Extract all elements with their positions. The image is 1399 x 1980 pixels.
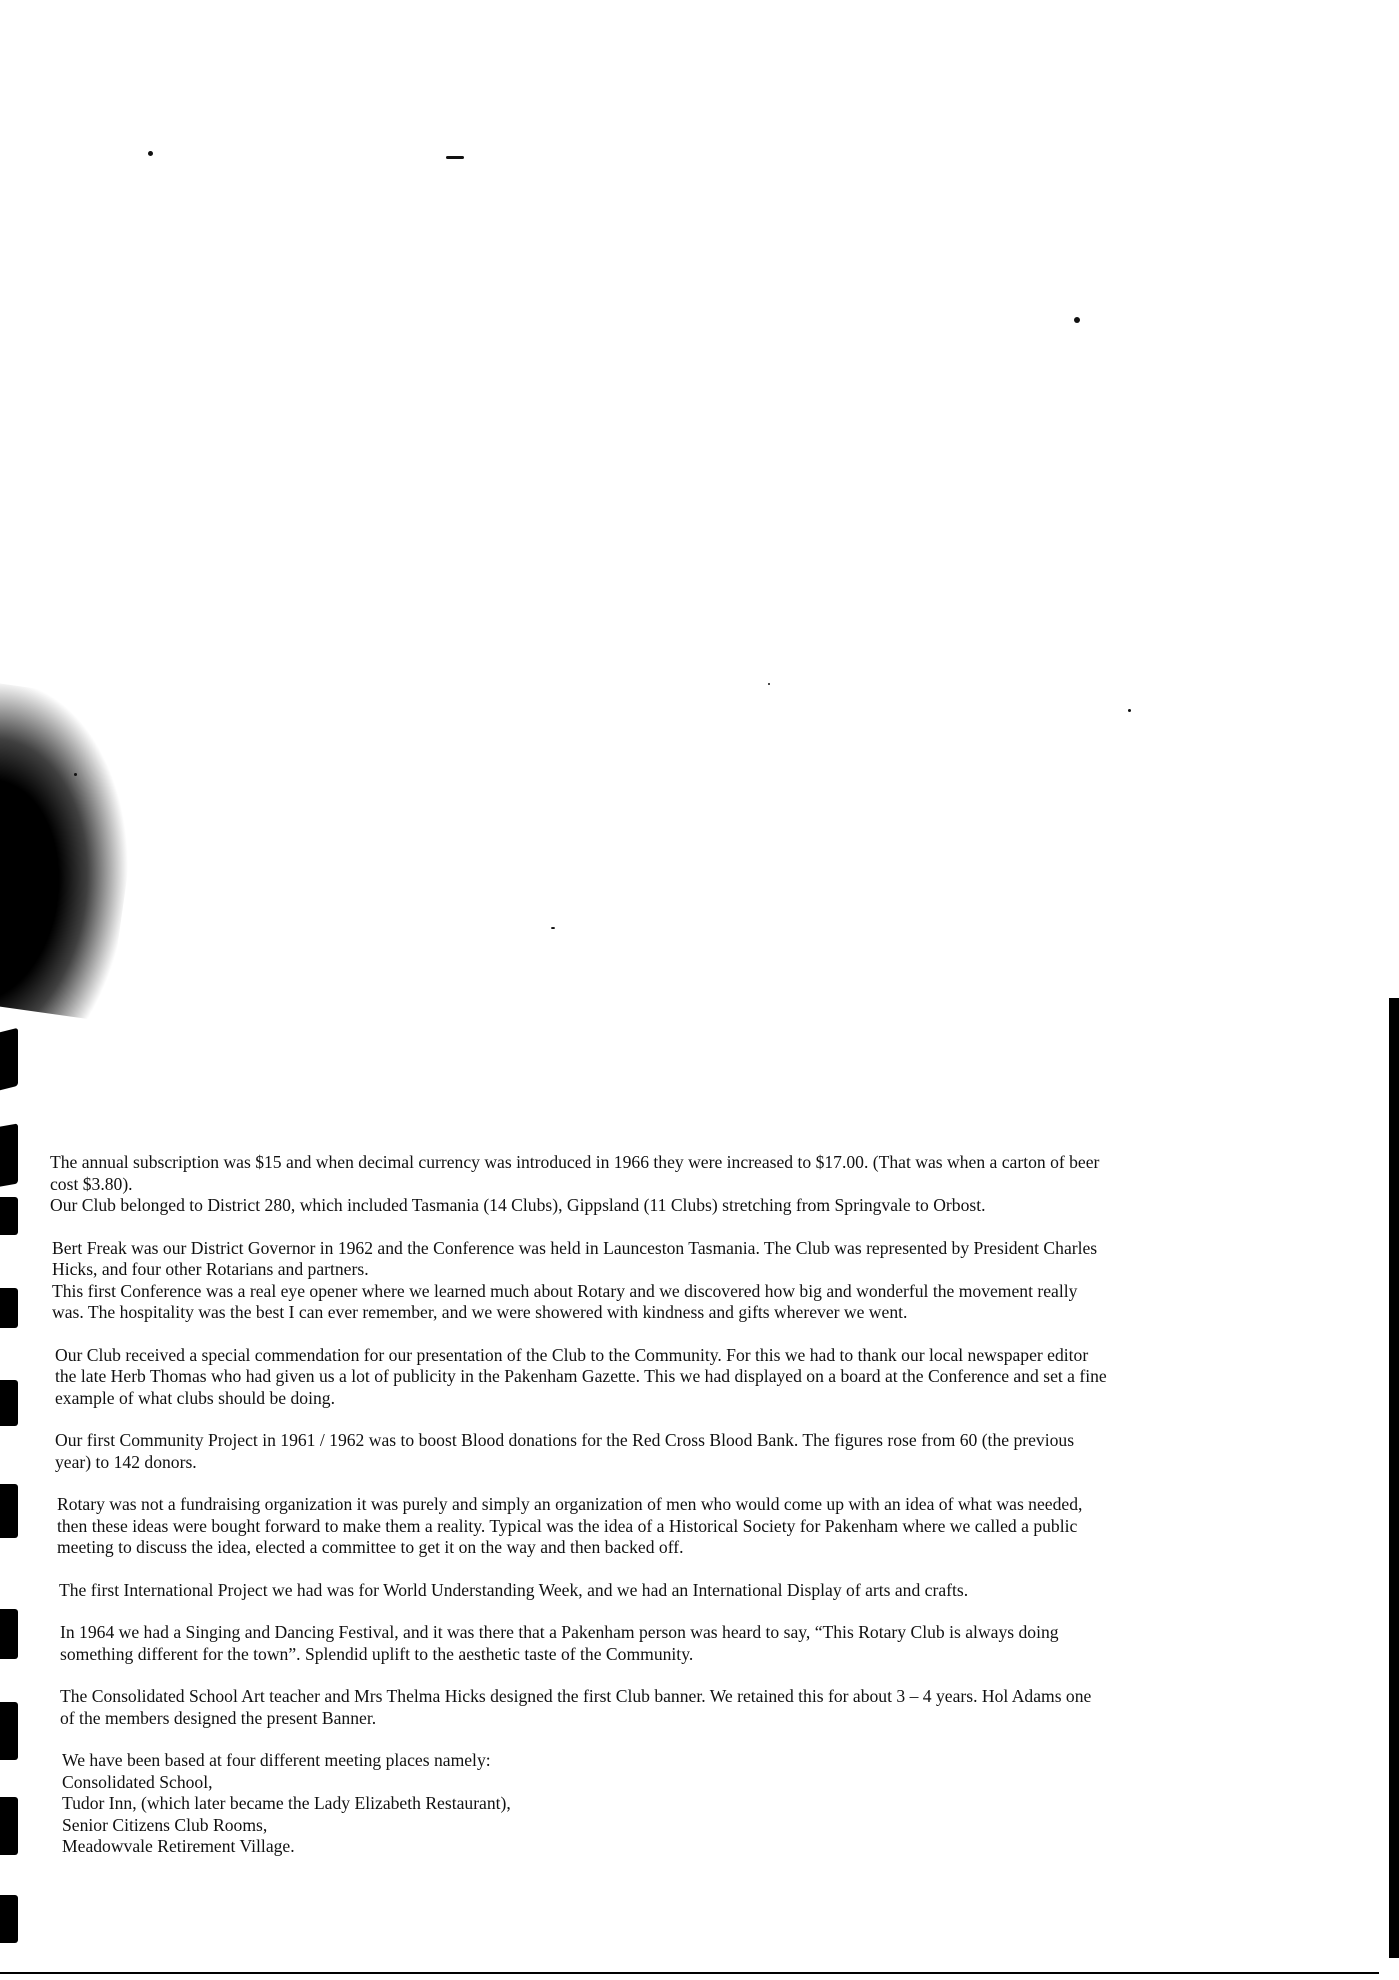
- text-line: Our Club received a special commendation for our presentation of the Club to the Community. For this we had to thank our local newspaper editor: [55, 1344, 1089, 1365]
- paragraph-international-project: [50, 1580, 1190, 1602]
- scan-speck: [446, 156, 464, 159]
- text-line: The annual subscription was $15 and when decimal currency was introduced in 1966 they were increased to $17.00. (That was when a carton of beer: [50, 1152, 1100, 1172]
- text-line: Rotary was not a fundraising organization it was purely and simply an organization of men who would come up with an idea of what was needed,: [57, 1494, 1083, 1514]
- scan-bottom-edge: [0, 1972, 1379, 1974]
- binder-hole-mark: [0, 1702, 18, 1760]
- paragraph-fundraising: [50, 1494, 1190, 1559]
- text-line: Our Club belonged to District 280, which included Tasmania (14 Clubs), Gippsland (11 Clubs) stretching from Springvale to Orbost.: [50, 1195, 986, 1215]
- text-line: The first International Project we had was for World Understanding Week, and we had an International Display of arts and crafts.: [59, 1579, 969, 1600]
- binder-hole-mark: [0, 1380, 18, 1426]
- list-item: Senior Citizens Club Rooms,: [62, 1814, 268, 1835]
- scan-speck: [1074, 317, 1080, 323]
- text-line: meeting to discuss the idea, elected a committee to get it on the way and then backed off.: [57, 1537, 684, 1557]
- text-line: year) to 142 donors.: [55, 1451, 197, 1472]
- text-line: the late Herb Thomas who had given us a lot of publicity in the Pakenham Gazette. This we had displayed on a board at the Conference and set a fine: [55, 1366, 1107, 1386]
- scan-speck: [148, 151, 153, 156]
- binder-hole-mark: [0, 1895, 18, 1943]
- list-item: Meadowvale Retirement Village.: [62, 1836, 295, 1856]
- scan-speck: [768, 683, 770, 685]
- paragraph-banner: [50, 1686, 1190, 1729]
- scan-shadow: [0, 678, 151, 1021]
- document-body: [50, 1152, 1190, 1879]
- text-line: of the members designed the present Banner.: [60, 1707, 377, 1728]
- binder-hole-mark: [0, 1797, 18, 1855]
- paragraph-conference: [50, 1238, 1190, 1324]
- paragraph-commendation: [50, 1345, 1190, 1410]
- list-item: Tudor Inn, (which later became the Lady Elizabeth Restaurant),: [62, 1793, 511, 1813]
- binder-hole-mark: [0, 1197, 18, 1235]
- binder-hole-mark: [0, 1288, 18, 1328]
- text-line: then these ideas were bought forward to make them a reality. Typical was the idea of a Historical Society for Pakenham where we called a public: [57, 1515, 1078, 1536]
- list-item: Consolidated School,: [62, 1771, 213, 1792]
- text-line: cost $3.80).: [50, 1173, 133, 1194]
- scan-speck: [74, 773, 77, 776]
- text-line: The Consolidated School Art teacher and Mrs Thelma Hicks designed the first Club banner. We retained this for about 3 – 4 years. Hol Adams one: [60, 1686, 1092, 1706]
- paragraph-community-project: [50, 1430, 1190, 1473]
- text-line: Our first Community Project in 1961 / 1962 was to boost Blood donations for the Red Cross Blood Bank. The figures rose from 60 (the previous: [55, 1430, 1075, 1450]
- paragraph-subscription: [50, 1152, 1190, 1217]
- paragraph-meeting-places: [50, 1750, 1190, 1858]
- text-line: something different for the town”. Splendid uplift to the aesthetic taste of the Community.: [60, 1643, 694, 1664]
- text-line: We have been based at four different meeting places namely:: [62, 1750, 491, 1770]
- text-line: This first Conference was a real eye opener where we learned much about Rotary and we discovered how big and wonderful the movement really: [52, 1280, 1078, 1301]
- text-line: example of what clubs should be doing.: [55, 1387, 335, 1408]
- scan-right-edge: [1389, 998, 1399, 1958]
- scan-speck: [551, 927, 555, 929]
- binder-hole-mark: [0, 1028, 18, 1090]
- text-line: Bert Freak was our District Governor in 1962 and the Conference was held in Launceston Tasmania. The Club was represented by President Charles: [52, 1237, 1098, 1258]
- text-line: Hicks, and four other Rotarians and partners.: [52, 1259, 369, 1279]
- text-line: was. The hospitality was the best I can ever remember, and we were showered with kindness and gifts wherever we went.: [52, 1302, 908, 1322]
- binder-hole-mark: [0, 1609, 18, 1659]
- binder-hole-mark: [0, 1123, 18, 1186]
- scan-speck: [1128, 709, 1131, 712]
- binder-hole-mark: [0, 1484, 18, 1538]
- paragraph-festival: [50, 1622, 1190, 1665]
- text-line: In 1964 we had a Singing and Dancing Festival, and it was there that a Pakenham person was heard to say, “This Rotary Club is always doing: [60, 1622, 1059, 1642]
